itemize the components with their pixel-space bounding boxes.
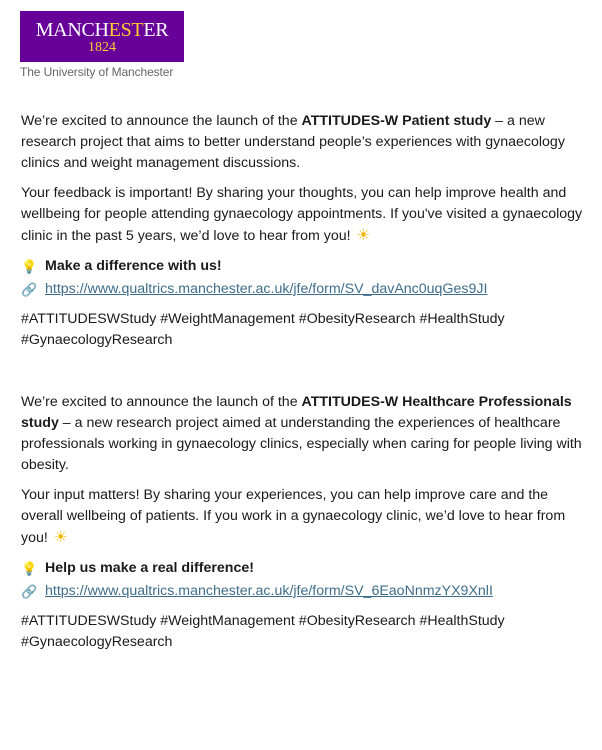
professionals-survey-link[interactable]: https://www.qualtrics.manchester.ac.uk/jfe/form/SV_6EaoNnmzYX9XnlI [45,583,493,599]
patient-link-row [21,279,583,300]
logo-university-name: The University of Manchester [20,65,174,79]
professionals-link-row [21,581,583,602]
professionals-input: Your input matters! By sharing your experiences, you can help improve care and the overall wellbeing of patients. If you work in a gynaecology clinic, we’d love to hear from you! ☀ [21,487,566,546]
patient-study-section [21,111,583,351]
professionals-hashtags: #ATTITUDESWStudy #WeightManagement #ObesityResearch #HealthStudy #GynaecologyResearch [21,613,505,650]
section-spacer [21,351,583,392]
link-icon: 🔗 [21,282,38,297]
link-icon: 🔗 [21,584,38,599]
patient-hashtags: #ATTITUDESWStudy #WeightManagement #ObesityResearch #HealthStudy #GynaecologyResearch [21,311,505,348]
professionals-cta: 💡 Help us make a real difference! [21,558,583,579]
main-content [21,111,583,653]
logo-box [20,11,184,62]
patient-feedback: Your feedback is important! By sharing your thoughts, you can help improve health and wellbeing for people attending gynaecology appointments. If you've visited a gynaecology clinic in the past 5 years, we’d love to hear from you! ☀ [21,185,583,244]
sun-icon: ☀ [53,529,68,546]
patient-cta: 💡 Make a difference with us! [21,256,583,277]
sun-icon: ☀ [356,227,371,244]
patient-intro: We’re excited to announce the launch of the ATTITUDES-W Patient study – a new research project that aims to better understand people’s experiences with gynaecology clinics and weight management discussions. [21,113,565,171]
professionals-intro: We’re excited to announce the launch of the ATTITUDES-W Healthcare Professionals study – a new research project aimed at understanding the experiences of healthcare professionals working in gynaecology clinics, especially when caring for people living with obesity. [21,394,582,473]
logo-wordmark: MANCHESTER [35,19,169,41]
professionals-study-section [21,392,583,653]
light-bulb-icon: 💡 [21,259,38,274]
light-bulb-icon: 💡 [21,561,38,576]
patient-survey-link[interactable]: https://www.qualtrics.manchester.ac.uk/jfe/form/SV_davAnc0uqGes9JI [45,281,488,297]
logo-year: 1824 [88,40,116,55]
university-logo[interactable] [20,11,184,79]
